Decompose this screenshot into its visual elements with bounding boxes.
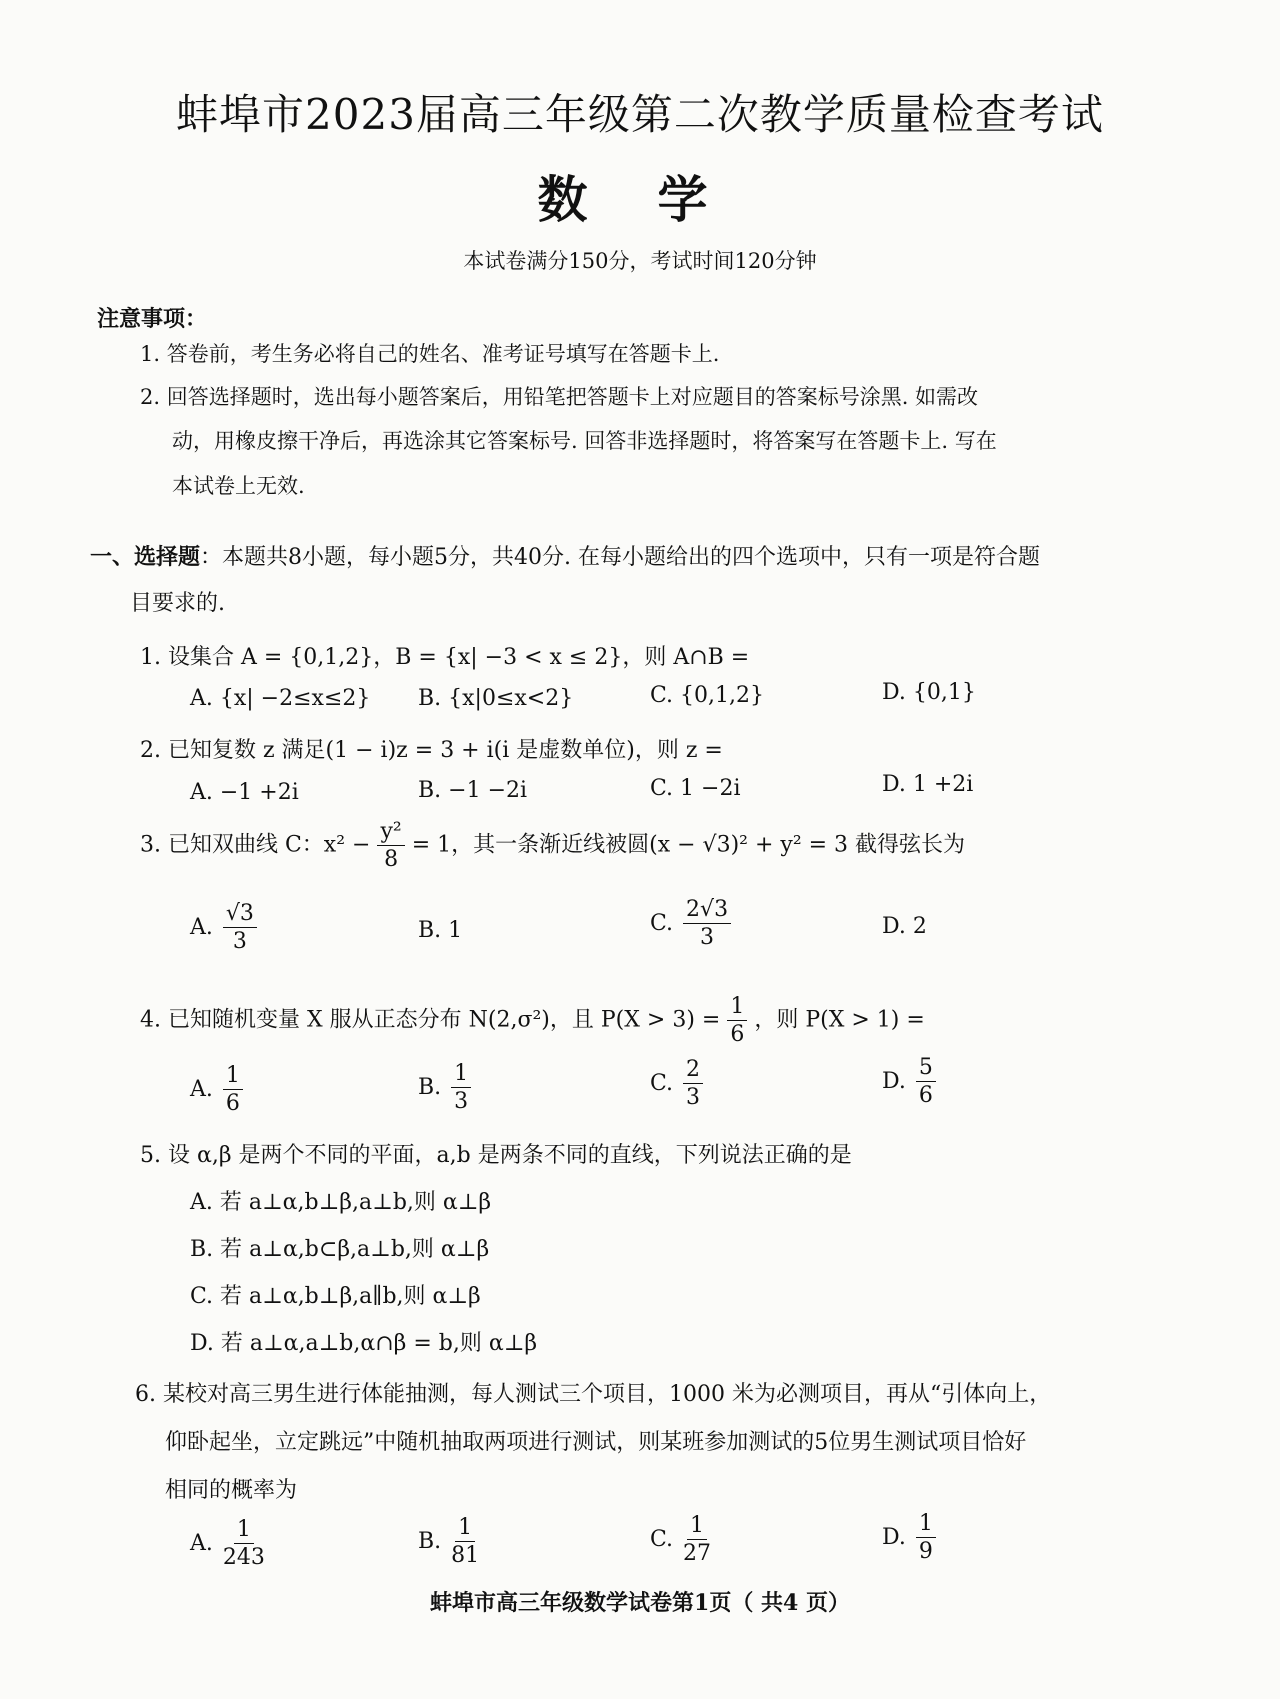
q5-option-b: B. 若 a⊥α,b⊂β,a⊥b,则 α⊥β	[190, 1237, 490, 1262]
q3-option-c	[650, 898, 731, 949]
note-item: 动，用橡皮擦干净后，再选涂其它答案标号. 回答非选择题时，将答案写在答题卡上. 写在	[172, 429, 997, 453]
q3-option-a	[190, 902, 257, 953]
q2-stem: 2. 已知复数 z 满足(1 − i)z = 3 + i(i 是虚数单位)，则 z =	[140, 738, 723, 763]
frac-num: 1	[223, 1064, 243, 1090]
frac-den: 27	[683, 1541, 712, 1567]
q4-stem-post: ，则 P(X > 1) =	[754, 1007, 925, 1033]
q3-a-fraction	[223, 902, 257, 953]
q3-option-b: B. 1	[418, 918, 463, 943]
q4-d-fraction	[916, 1056, 936, 1107]
q2-option-a: A. −1 +2i	[190, 780, 299, 805]
q6-option-d	[882, 1512, 936, 1563]
frac-den: 3	[232, 929, 247, 955]
q1-option-d: D. {0,1}	[882, 680, 976, 705]
option-label: C.	[650, 910, 674, 936]
frac-den: 3	[686, 1085, 701, 1111]
q6-option-b	[418, 1516, 479, 1567]
note-item: 2. 回答选择题时，选出每小题答案后，用铅笔把答题卡上对应题目的答案标号涂黑. 如需改	[140, 385, 979, 409]
q4-option-c	[650, 1058, 703, 1109]
q3-fraction-num: y²	[377, 820, 404, 846]
q2-option-d: D. 1 +2i	[882, 772, 974, 797]
section-title: 一、选择题	[90, 544, 201, 570]
option-label: B.	[418, 1074, 442, 1100]
q4-fraction-den: 6	[730, 1022, 745, 1048]
exam-title: 蚌埠市2023届高三年级第二次教学质量检查考试	[176, 90, 1104, 139]
q3-c-fraction	[683, 898, 731, 949]
option-label: B.	[418, 1528, 442, 1554]
exam-info: 本试卷满分150分，考试时间120分钟	[463, 249, 817, 273]
q5-option-a: A. 若 a⊥α,b⊥β,a⊥b,则 α⊥β	[190, 1190, 492, 1215]
option-label: A.	[190, 1530, 213, 1556]
option-label: A.	[190, 914, 213, 940]
frac-den: 81	[451, 1543, 480, 1569]
q3-stem-post: = 1，其一条渐近线被圆(x − √3)² + y² = 3 截得弦长为	[411, 832, 966, 858]
q3-stem	[140, 820, 965, 871]
q6-d-fraction	[916, 1512, 936, 1563]
frac-den: 6	[225, 1091, 240, 1117]
frac-num: 2√3	[683, 898, 731, 924]
frac-num: 1	[234, 1518, 254, 1544]
frac-den: 3	[700, 925, 715, 951]
section-instructions-cont: 目要求的.	[130, 591, 225, 616]
q4-stem	[140, 995, 925, 1046]
option-label: D.	[882, 1068, 906, 1094]
q1-option-a: A. {x| −2≤x≤2}	[190, 686, 371, 711]
frac-num: 1	[451, 1062, 471, 1088]
q5-option-c: C. 若 a⊥α,b⊥β,a∥b,则 α⊥β	[190, 1284, 481, 1309]
q6-c-fraction	[683, 1514, 711, 1565]
q6-stem-line2: 仰卧起坐，立定跳远”中随机抽取两项进行测试，则某班参加测试的5位男生测试项目恰好	[165, 1430, 1027, 1455]
q1-option-c: C. {0,1,2}	[650, 683, 765, 708]
q6-option-c	[650, 1514, 711, 1565]
note-item: 1. 答卷前，考生务必将自己的姓名、准考证号填写在答题卡上.	[140, 342, 720, 366]
q4-option-d	[882, 1056, 936, 1107]
q1-stem: 1. 设集合 A = {0,1,2}，B = {x| −3 < x ≤ 2}，则 A∩B =	[140, 645, 750, 670]
q4-c-fraction	[683, 1058, 703, 1109]
frac-den: 243	[222, 1545, 265, 1571]
frac-num: 1	[455, 1516, 475, 1542]
frac-num: 2	[683, 1058, 703, 1084]
notes-heading: 注意事项：	[97, 306, 208, 332]
frac-num: 1	[916, 1512, 936, 1538]
q4-stem-fraction	[727, 995, 747, 1046]
q4-fraction-num: 1	[727, 995, 747, 1021]
q4-a-fraction	[223, 1064, 243, 1115]
option-label: C.	[650, 1526, 674, 1552]
frac-num: √3	[223, 902, 257, 928]
subject-title: 数学	[537, 170, 778, 229]
frac-den: 9	[918, 1539, 933, 1565]
option-label: C.	[650, 1070, 674, 1096]
q6-option-a	[190, 1518, 265, 1569]
q4-option-a	[190, 1064, 243, 1115]
option-label: D.	[882, 1524, 906, 1550]
frac-num: 1	[687, 1514, 707, 1540]
q3-stem-fraction	[377, 820, 404, 871]
q2-option-b: B. −1 −2i	[418, 778, 528, 803]
frac-den: 3	[454, 1089, 469, 1115]
frac-den: 6	[918, 1083, 933, 1109]
section-heading	[90, 540, 1040, 571]
option-label: A.	[190, 1076, 213, 1102]
note-item: 本试卷上无效.	[172, 474, 305, 498]
frac-num: 5	[916, 1056, 936, 1082]
q6-stem-line1: 6. 某校对高三男生进行体能抽测，每人测试三个项目，1000 米为必测项目，再从“引体向上，	[135, 1382, 1052, 1407]
q3-stem-pre: 3. 已知双曲线 C：x² −	[140, 832, 371, 858]
page-footer: 蚌埠市高三年级数学试卷第1页（ 共4 页）	[430, 1590, 850, 1616]
q2-option-c: C. 1 −2i	[650, 776, 741, 801]
q4-stem-pre: 4. 已知随机变量 X 服从正态分布 N(2,σ²)，且 P(X > 3) =	[140, 1007, 721, 1033]
q6-b-fraction	[451, 1516, 479, 1567]
q1-option-b: B. {x|0≤x<2}	[418, 686, 574, 711]
section-instructions: ：本题共8小题，每小题5分，共40分. 在每小题给出的四个选项中，只有一项是符合题	[200, 545, 1040, 570]
q4-option-b	[418, 1062, 471, 1113]
q6-stem-line3: 相同的概率为	[165, 1478, 298, 1503]
q5-option-d: D. 若 a⊥α,a⊥b,α∩β = b,则 α⊥β	[190, 1331, 538, 1356]
q6-a-fraction	[223, 1518, 265, 1569]
q4-b-fraction	[451, 1062, 471, 1113]
q3-fraction-den: 8	[384, 847, 399, 873]
q5-stem: 5. 设 α,β 是两个不同的平面，a,b 是两条不同的直线，下列说法正确的是	[140, 1143, 852, 1168]
q3-option-d: D. 2	[882, 914, 927, 939]
